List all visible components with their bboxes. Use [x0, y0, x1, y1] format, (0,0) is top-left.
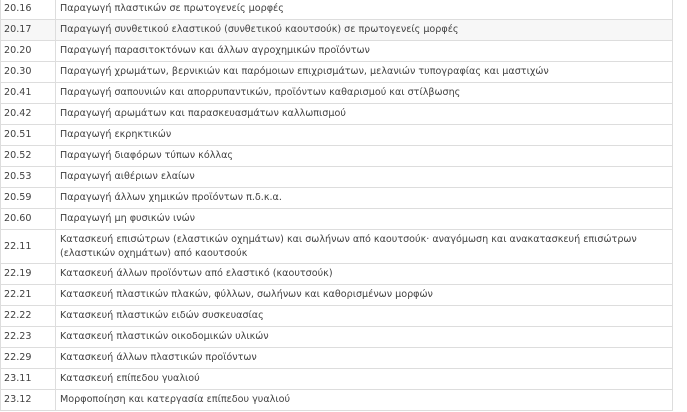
- activity-code: 20.41: [1, 83, 56, 104]
- activity-description: Παραγωγή σαπουνιών και απορρυπαντικών, προϊόντων καθαρισμού και στίλβωσης: [56, 83, 673, 104]
- activity-code: 22.11: [1, 230, 56, 264]
- activity-description: Παραγωγή άλλων χημικών προϊόντων π.δ.κ.α.: [56, 188, 673, 209]
- table-row: [1, 125, 673, 146]
- activity-description: Κατασκευή άλλων προϊόντων από ελαστικό (καουτσούκ): [56, 264, 673, 285]
- activity-code: 20.59: [1, 188, 56, 209]
- activity-code: 22.22: [1, 306, 56, 327]
- table-row: [1, 167, 673, 188]
- activity-code: 22.29: [1, 348, 56, 369]
- activity-code: 20.42: [1, 104, 56, 125]
- table-row: [1, 348, 673, 369]
- activity-code: 23.12: [1, 390, 56, 411]
- table-row: [1, 285, 673, 306]
- activity-description: Παραγωγή παρασιτοκτόνων και άλλων αγροχημικών προϊόντων: [56, 41, 673, 62]
- activity-description: Κατασκευή πλαστικών ειδών συσκευασίας: [56, 306, 673, 327]
- activity-description: Παραγωγή αρωμάτων και παρασκευασμάτων καλλωπισμού: [56, 104, 673, 125]
- table-row: [1, 306, 673, 327]
- table-row: [1, 0, 673, 20]
- activity-code: 20.20: [1, 41, 56, 62]
- activity-code: 20.53: [1, 167, 56, 188]
- table-row: [1, 83, 673, 104]
- activity-code: 20.51: [1, 125, 56, 146]
- table-row: [1, 390, 673, 411]
- table-row: [1, 230, 673, 264]
- table-row: [1, 327, 673, 348]
- table-row: [1, 146, 673, 167]
- activity-description: Παραγωγή εκρηκτικών: [56, 125, 673, 146]
- activity-description: Παραγωγή μη φυσικών ινών: [56, 209, 673, 230]
- activity-code: 22.21: [1, 285, 56, 306]
- activity-code: 20.16: [1, 0, 56, 20]
- activity-description: Κατασκευή πλαστικών πλακών, φύλλων, σωλήνων και καθορισμένων μορφών: [56, 285, 673, 306]
- table-row: [1, 264, 673, 285]
- table-row: [1, 104, 673, 125]
- activity-description: Παραγωγή πλαστικών σε πρωτογενείς μορφές: [56, 0, 673, 20]
- table-body: [1, 0, 673, 411]
- table-row: [1, 20, 673, 41]
- activity-description: Παραγωγή συνθετικού ελαστικού (συνθετικού καουτσούκ) σε πρωτογενείς μορφές: [56, 20, 673, 41]
- activity-description: Κατασκευή πλαστικών οικοδομικών υλικών: [56, 327, 673, 348]
- activity-description: Παραγωγή διαφόρων τύπων κόλλας: [56, 146, 673, 167]
- activity-code: 20.60: [1, 209, 56, 230]
- activity-code: 23.11: [1, 369, 56, 390]
- activity-description: Παραγωγή αιθέριων ελαίων: [56, 167, 673, 188]
- activity-description: Μορφοποίηση και κατεργασία επίπεδου γυαλιού: [56, 390, 673, 411]
- table-row: [1, 369, 673, 390]
- activity-code: 22.23: [1, 327, 56, 348]
- activity-code: 22.19: [1, 264, 56, 285]
- activity-code: 20.17: [1, 20, 56, 41]
- activity-description: Κατασκευή επισώτρων (ελαστικών οχημάτων) και σωλήνων από καουτσούκ· αναγόμωση και ανακατασκευή επισώτρων (ελαστικών οχημάτων) από καουτσούκ: [56, 230, 673, 264]
- activity-code: 20.30: [1, 62, 56, 83]
- activity-description: Κατασκευή άλλων πλαστικών προϊόντων: [56, 348, 673, 369]
- table-row: [1, 209, 673, 230]
- table-row: [1, 188, 673, 209]
- table-row: [1, 41, 673, 62]
- activity-description: Κατασκευή επίπεδου γυαλιού: [56, 369, 673, 390]
- table-row: [1, 62, 673, 83]
- activity-code: 20.52: [1, 146, 56, 167]
- activity-description: Παραγωγή χρωμάτων, βερνικιών και παρόμοιων επιχρισμάτων, μελανιών τυπογραφίας και μαστιχών: [56, 62, 673, 83]
